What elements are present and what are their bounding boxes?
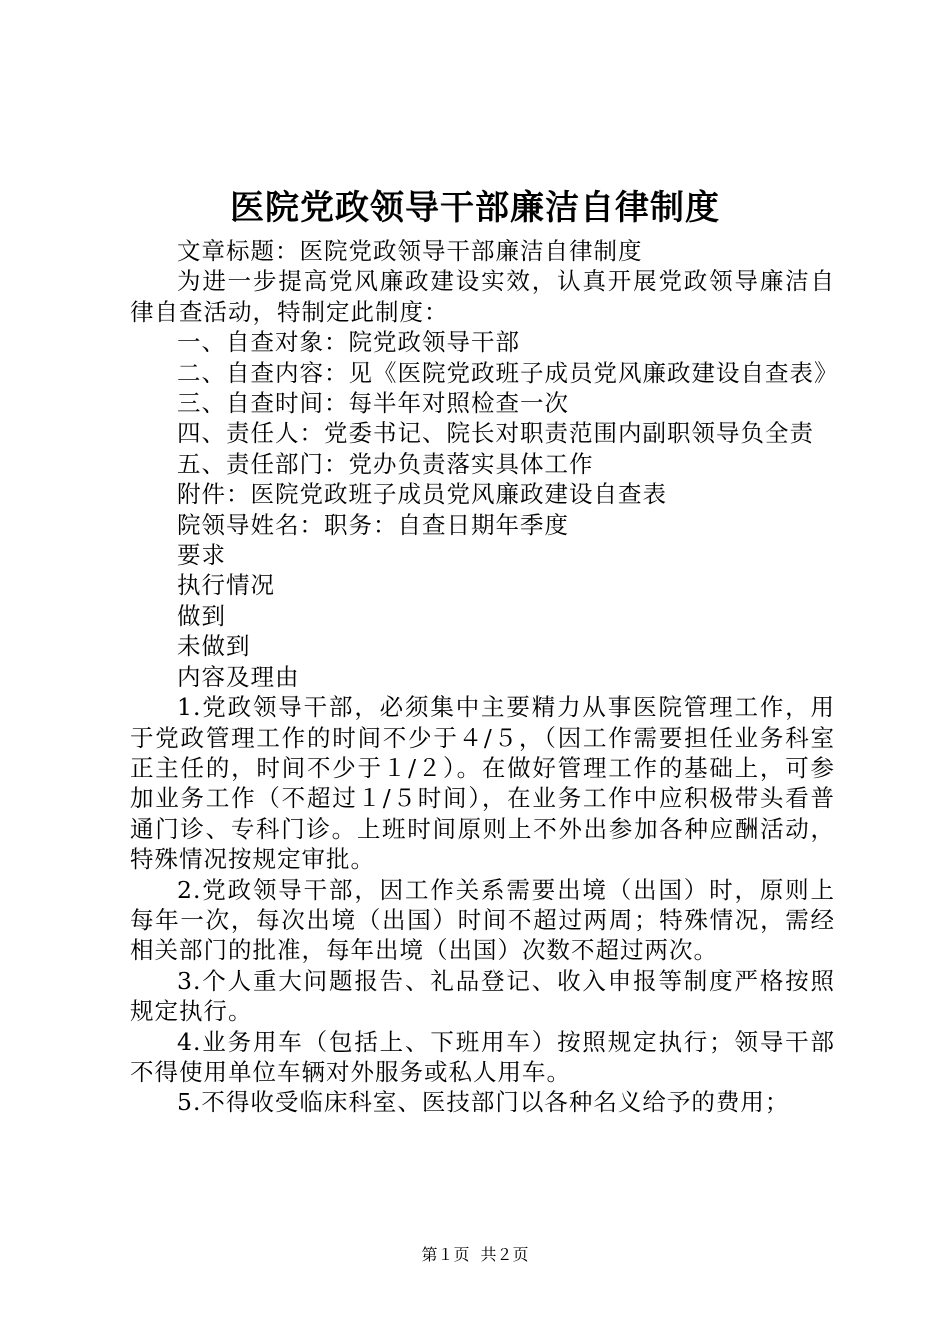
paragraph: 三、自查时间：每半年对照检查一次 bbox=[177, 389, 569, 418]
paragraph: 一、自查对象：院党政领导干部 bbox=[177, 328, 520, 357]
page-total: 共２页 bbox=[480, 1245, 529, 1264]
paragraph: 1.党政领导干部，必须集中主要精力从事医院管理工作，用于党政管理工作的时间不少于４/５，（因工作需要担任业务科室正主任的，时间不少于１/２）。在做好管理工作的基础上，可参加业务工作（不超过１/５时间），在业务工作中应积极带头看普通门诊、专科门诊。上班时间原则上不外出参加各种应酬活动，特殊情况按规定审批。 bbox=[130, 693, 835, 874]
document-body bbox=[130, 236, 839, 1118]
paragraph: 内容及理由 bbox=[177, 662, 300, 691]
paragraph: 四、责任人：党委书记、院长对职责范围内副职领导负全责 bbox=[177, 419, 814, 448]
paragraph: 5.不得收受临床科室、医技部门以各种名义给予的费用； bbox=[177, 1088, 790, 1117]
paragraph: 要求 bbox=[177, 541, 226, 570]
paragraph: 未做到 bbox=[177, 632, 251, 661]
paragraph: 二、自查内容：见《医院党政班子成员党风廉政建设自查表》 bbox=[177, 358, 839, 387]
paragraph: 为进一步提高党风廉政建设实效，认真开展党政领导廉洁自律自查活动，特制定此制度： bbox=[130, 267, 835, 326]
paragraph: 附件：医院党政班子成员党风廉政建设自查表 bbox=[177, 480, 667, 509]
page-number: 第１页 bbox=[421, 1245, 470, 1264]
paragraph: 4.业务用车（包括上、下班用车）按照规定执行；领导干部不得使用单位车辆对外服务或私人用车。 bbox=[130, 1027, 835, 1086]
paragraph: 执行情况 bbox=[177, 571, 275, 600]
paragraph: 文章标题：医院党政领导干部廉洁自律制度 bbox=[177, 237, 643, 265]
paragraph: 院领导姓名：职务：自查日期年季度 bbox=[177, 510, 569, 539]
paragraph: 3.个人重大问题报告、礼品登记、收入申报等制度严格按照规定执行。 bbox=[130, 966, 835, 1026]
paragraph: 做到 bbox=[177, 601, 226, 630]
paragraph: 2.党政领导干部，因工作关系需要出境（出国）时，原则上每年一次，每次出境（出国）时间不超过两周；特殊情况，需经相关部门的批准，每年出境（出国）次数不超过两次。 bbox=[130, 875, 835, 965]
page-footer bbox=[0, 1244, 950, 1266]
document-title: 医院党政领导干部廉洁自律制度 bbox=[230, 188, 720, 228]
paragraph: 五、责任部门：党办负责落实具体工作 bbox=[177, 449, 594, 478]
